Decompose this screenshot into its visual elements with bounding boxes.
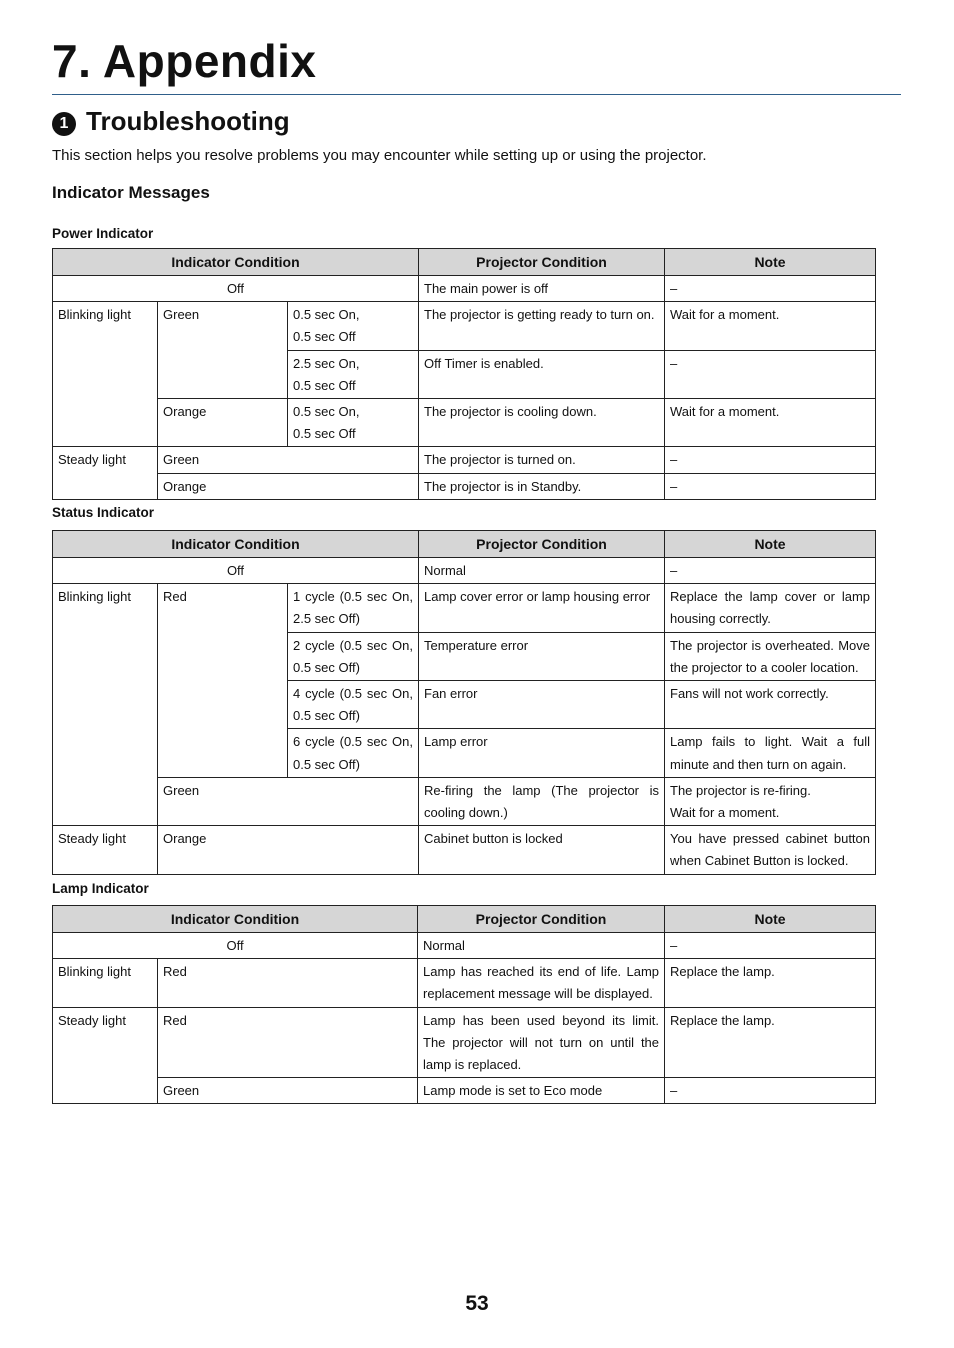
note-cell: Replace the lamp. (665, 1007, 876, 1078)
table-row (53, 276, 876, 302)
table-row (53, 473, 876, 499)
column-header: Indicator Condition (53, 249, 419, 276)
note-cell: – (665, 276, 876, 302)
column-header: Note (665, 531, 876, 558)
timing-cell: 0.5 sec On, 0.5 sec Off (288, 399, 419, 447)
subsection-title: Indicator Messages (52, 183, 210, 202)
note-cell: Replace the lamp. (665, 959, 876, 1007)
column-header: Projector Condition (419, 531, 665, 558)
column-header: Note (665, 906, 876, 933)
timing-cell: 0.5 sec On, 0.5 sec Off (288, 302, 419, 350)
timing-cell: 2.5 sec On, 0.5 sec Off (288, 350, 419, 398)
indicator-cell: Off (53, 933, 418, 959)
timing-cell: 2 cycle (0.5 sec On, 0.5 sec Off) (288, 632, 419, 680)
chapter-divider (52, 94, 901, 95)
color-cell: Red (158, 959, 418, 1007)
note-cell: – (665, 473, 876, 499)
note-cell: – (665, 1078, 876, 1104)
indicator-state-cell: Blinking light (53, 302, 158, 447)
timing-cell: 1 cycle (0.5 sec On, 2.5 sec Off) (288, 584, 419, 632)
color-cell: Green (158, 777, 419, 825)
projector-cell: Cabinet button is locked (419, 826, 665, 874)
note-cell: You have pressed cabinet button when Cabinet Button is locked. (665, 826, 876, 874)
indicator-cell: Off (53, 558, 419, 584)
table-header-row (53, 906, 876, 933)
note-cell: – (665, 933, 876, 959)
projector-cell: Lamp has reached its end of life. Lamp replacement message will be displayed. (418, 959, 665, 1007)
projector-cell: Normal (418, 933, 665, 959)
chapter-title: 7. Appendix (52, 35, 317, 87)
projector-cell: The projector is cooling down. (419, 399, 665, 447)
table-row (53, 933, 876, 959)
indicator-state-cell: Steady light (53, 826, 158, 874)
column-header: Note (665, 249, 876, 276)
indicator-cell: Off (53, 276, 419, 302)
table-row (53, 826, 876, 874)
projector-cell: Lamp has been used beyond its limit. The projector will not turn on until the lamp is replaced. (418, 1007, 665, 1078)
projector-cell: Fan error (419, 681, 665, 729)
note-cell: Lamp fails to light. Wait a full minute and then turn on again. (665, 729, 876, 777)
table-row (53, 1007, 876, 1078)
table-row (53, 959, 876, 1007)
note-cell: – (665, 558, 876, 584)
indicator-state-cell: Blinking light (53, 584, 158, 826)
column-header: Indicator Condition (53, 906, 418, 933)
power-indicator-heading: Power Indicator (52, 226, 154, 241)
projector-cell: The projector is in Standby. (419, 473, 665, 499)
table-row (53, 558, 876, 584)
note-cell: The projector is overheated. Move the projector to a cooler location. (665, 632, 876, 680)
projector-cell: Normal (419, 558, 665, 584)
column-header: Indicator Condition (53, 531, 419, 558)
color-cell: Orange (158, 826, 419, 874)
projector-cell: Temperature error (419, 632, 665, 680)
color-cell: Green (158, 447, 419, 473)
timing-cell: 4 cycle (0.5 sec On, 0.5 sec Off) (288, 681, 419, 729)
projector-cell: The projector is turned on. (419, 447, 665, 473)
lamp-indicator-heading: Lamp Indicator (52, 881, 149, 896)
table-row (53, 584, 876, 632)
table-row (53, 1078, 876, 1104)
section-number-badge: 1 (52, 112, 76, 136)
table-row (53, 447, 876, 473)
note-cell: Fans will not work correctly. (665, 681, 876, 729)
status-indicator-table (52, 530, 876, 875)
note-cell: Replace the lamp cover or lamp housing correctly. (665, 584, 876, 632)
note-cell: – (665, 447, 876, 473)
projector-cell: Off Timer is enabled. (419, 350, 665, 398)
color-cell: Orange (158, 399, 288, 447)
projector-cell: Lamp error (419, 729, 665, 777)
intro-paragraph: This section helps you resolve problems you may encounter while setting up or using the projector. (52, 147, 707, 164)
lamp-indicator-table (52, 905, 876, 1104)
power-indicator-table (52, 248, 876, 500)
projector-cell: Lamp cover error or lamp housing error (419, 584, 665, 632)
color-cell: Orange (158, 473, 419, 499)
section-title: Troubleshooting (86, 106, 290, 136)
indicator-state-cell: Steady light (53, 1007, 158, 1104)
note-cell: Wait for a moment. (665, 302, 876, 350)
color-cell: Red (158, 584, 288, 778)
color-cell: Green (158, 1078, 418, 1104)
color-cell: Green (158, 302, 288, 399)
column-header: Projector Condition (419, 249, 665, 276)
timing-cell: 6 cycle (0.5 sec On, 0.5 sec Off) (288, 729, 419, 777)
page-number: 53 (465, 1292, 489, 1315)
note-cell: Wait for a moment. (665, 399, 876, 447)
projector-cell: Re-firing the lamp (The projector is cooling down.) (419, 777, 665, 825)
note-cell: The projector is re-firing. Wait for a moment. (665, 777, 876, 825)
table-header-row (53, 531, 876, 558)
column-header: Projector Condition (418, 906, 665, 933)
status-indicator-heading: Status Indicator (52, 505, 155, 520)
indicator-state-cell: Steady light (53, 447, 158, 499)
section-heading (52, 106, 290, 137)
color-cell: Red (158, 1007, 418, 1078)
table-row (53, 399, 876, 447)
indicator-state-cell: Blinking light (53, 959, 158, 1007)
table-row (53, 302, 876, 350)
table-row (53, 777, 876, 825)
table-header-row (53, 249, 876, 276)
projector-cell: The projector is getting ready to turn on. (419, 302, 665, 350)
projector-cell: The main power is off (419, 276, 665, 302)
projector-cell: Lamp mode is set to Eco mode (418, 1078, 665, 1104)
note-cell: – (665, 350, 876, 398)
